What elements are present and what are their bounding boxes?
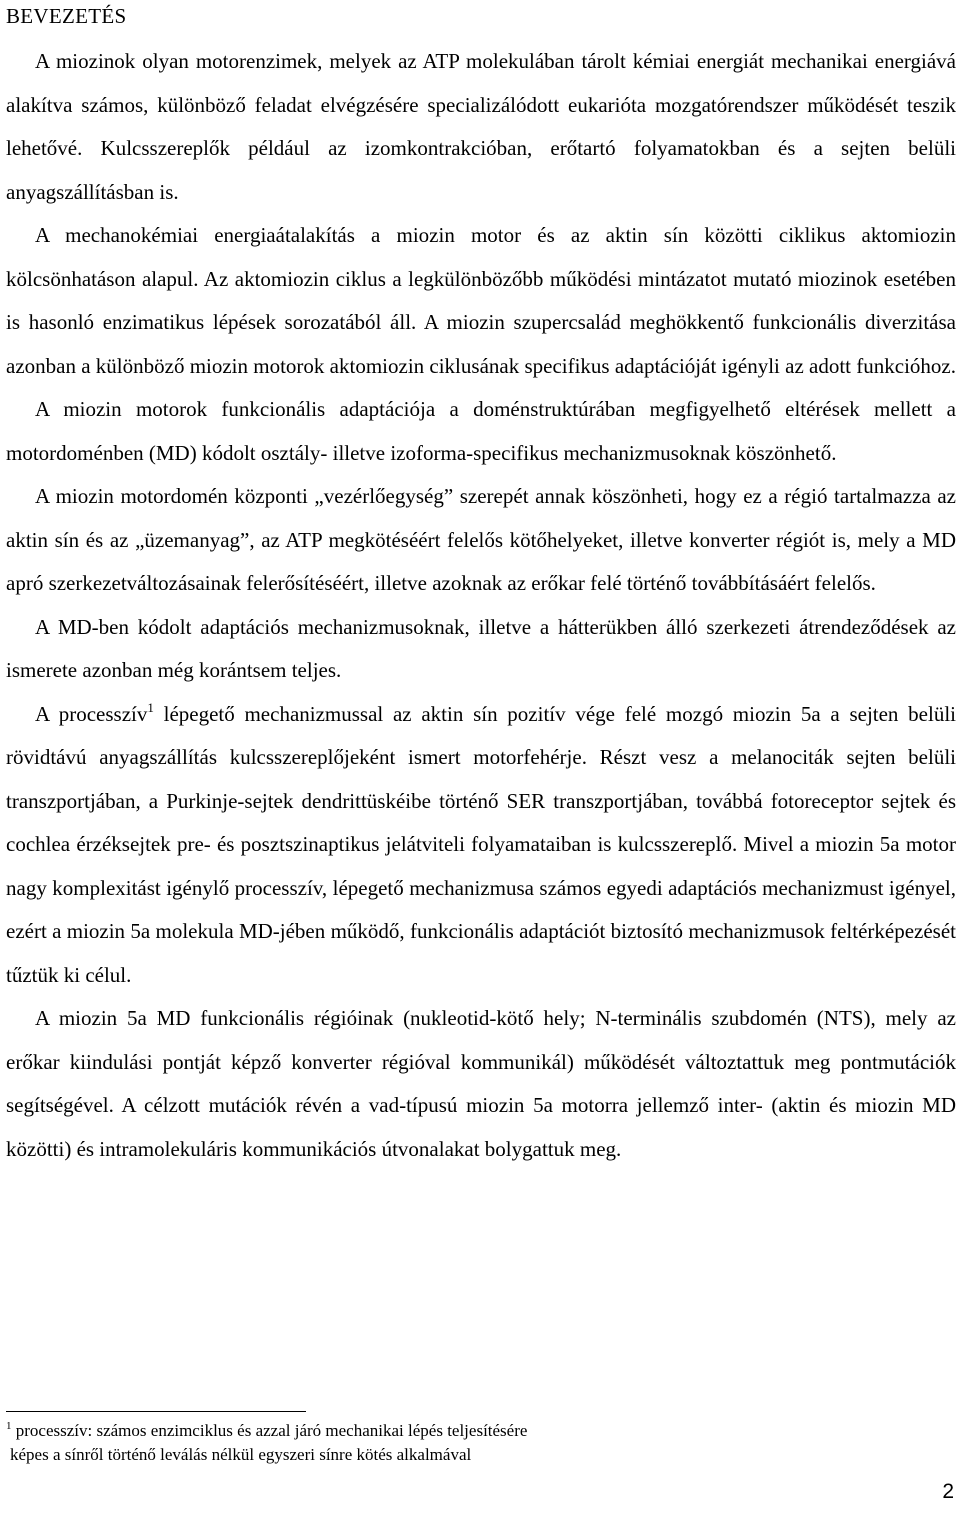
paragraph-myosin-5a — [6, 693, 956, 998]
p6-text-start: A processzív — [35, 701, 148, 726]
footnote — [6, 1419, 527, 1467]
body-text — [6, 40, 956, 1171]
footnote-separator — [6, 1411, 306, 1412]
page-number: 2 — [942, 1480, 954, 1503]
paragraph-adaptation-mechanisms: A MD-ben kódolt adaptációs mechanizmusoknak, illetve a hátterükben álló szerkezeti átrendeződések az ismerete azonban még korántsem teljes. — [6, 614, 956, 682]
paragraph-motor-domain: A miozin motordomén központi „vezérlőegység” szerepét annak köszönheti, hogy ez a régió tartalmazza az aktin sín és az „üzemanyag”, az ATP megkötéséért felelős kötőhelyeket, illetve konverter régiót is, mely a MD apró szerkezetváltozásainak felerősítéséért, illetve azoknak az erőkar felé történő továbbításáért felelős. — [6, 484, 956, 595]
paragraph-functional-adaptation: A miozin motorok funkcionális adaptációja a doménstruktúrában megfigyelhető eltérések mellett a motordoménben (MD) kódolt osztály- illetve izoforma-specifikus mechanizmusoknak köszönhető. — [6, 397, 956, 465]
footnote-reference[interactable]: 1 — [147, 699, 154, 715]
paragraph-mutations: A miozin 5a MD funkcionális régióinak (nukleotid-kötő hely; N-terminális szubdomén (NTS), mely az erőkar kiindulási pontját képző konverter régióval kommunikál) működését változtattuk meg pontmutációk segítségével. A célzott mutációk révén a vad-típusú miozin 5a motorra jellemző inter- (aktin és miozin MD közötti) és intramolekuláris kommunikációs útvonalakat bolygattuk meg. — [6, 1006, 956, 1161]
footnote-line-2: képes a sínről történő leválás nélkül egyszeri sínre kötés alkalmával — [10, 1445, 472, 1464]
p6-text-rest: lépegető mechanizmussal az aktin sín pozitív vége felé mozgó miozin 5a a sejten belüli rövidtávú anyagszállítás kulcsszereplőjeként ismert motorfehérje. Részt vesz a melanociták sejten belüli transzportjában, a Purkinje-sejtek dendrittüskéibe történő SER transzportjában, továbbá fotoreceptor sejtek és cochlea érzéksejtek pre- és posztszinaptikus jelátviteli folyamataiban is kulcsszereplő. Mivel a miozin 5a motor nagy komplexitást igénylő processzív, lépegető mechanizmusa számos egyedi adaptációs mechanizmust igényel, ezért a miozin 5a molekula MD-jében működő, funkcionális adaptációt biztosító mechanizmusok feltérképezését tűztük ki célul. — [6, 701, 956, 987]
section-heading: BEVEZETÉS — [6, 4, 127, 28]
paragraph-intro: A miozinok olyan motorenzimek, melyek az ATP molekulában tárolt kémiai energiát mechanikai energiává alakítva számos, különböző feladat elvégzésére specializálódott eukarióta mozgatórendszer működését teszik lehetővé. Kulcsszereplők például az izomkontrakcióban, erőtartó folyamatokban és a sejten belüli anyagszállításban is. — [6, 49, 956, 204]
footnote-text-1: processzív: számos enzimciklus és azzal járó mechanikai lépés teljesítésére — [11, 1421, 528, 1440]
footnote-line-1 — [6, 1421, 527, 1440]
footnote-mark: 1 — [6, 1420, 12, 1432]
paragraph-mechanochemistry: A mechanokémiai energiaátalakítás a miozin motor és az aktin sín közötti ciklikus aktomiozin kölcsönhatáson alapul. Az aktomiozin ciklus a legkülönbözőbb működési mintázatot mutató miozinok esetében is hasonló enzimatikus lépések sorozatából áll. A miozin szupercsalád meghökkentő funkcionális diverzitása azonban a különböző miozin motorok aktomiozin ciklusának specifikus adaptációját igényli az adott funkcióhoz. — [6, 223, 956, 378]
